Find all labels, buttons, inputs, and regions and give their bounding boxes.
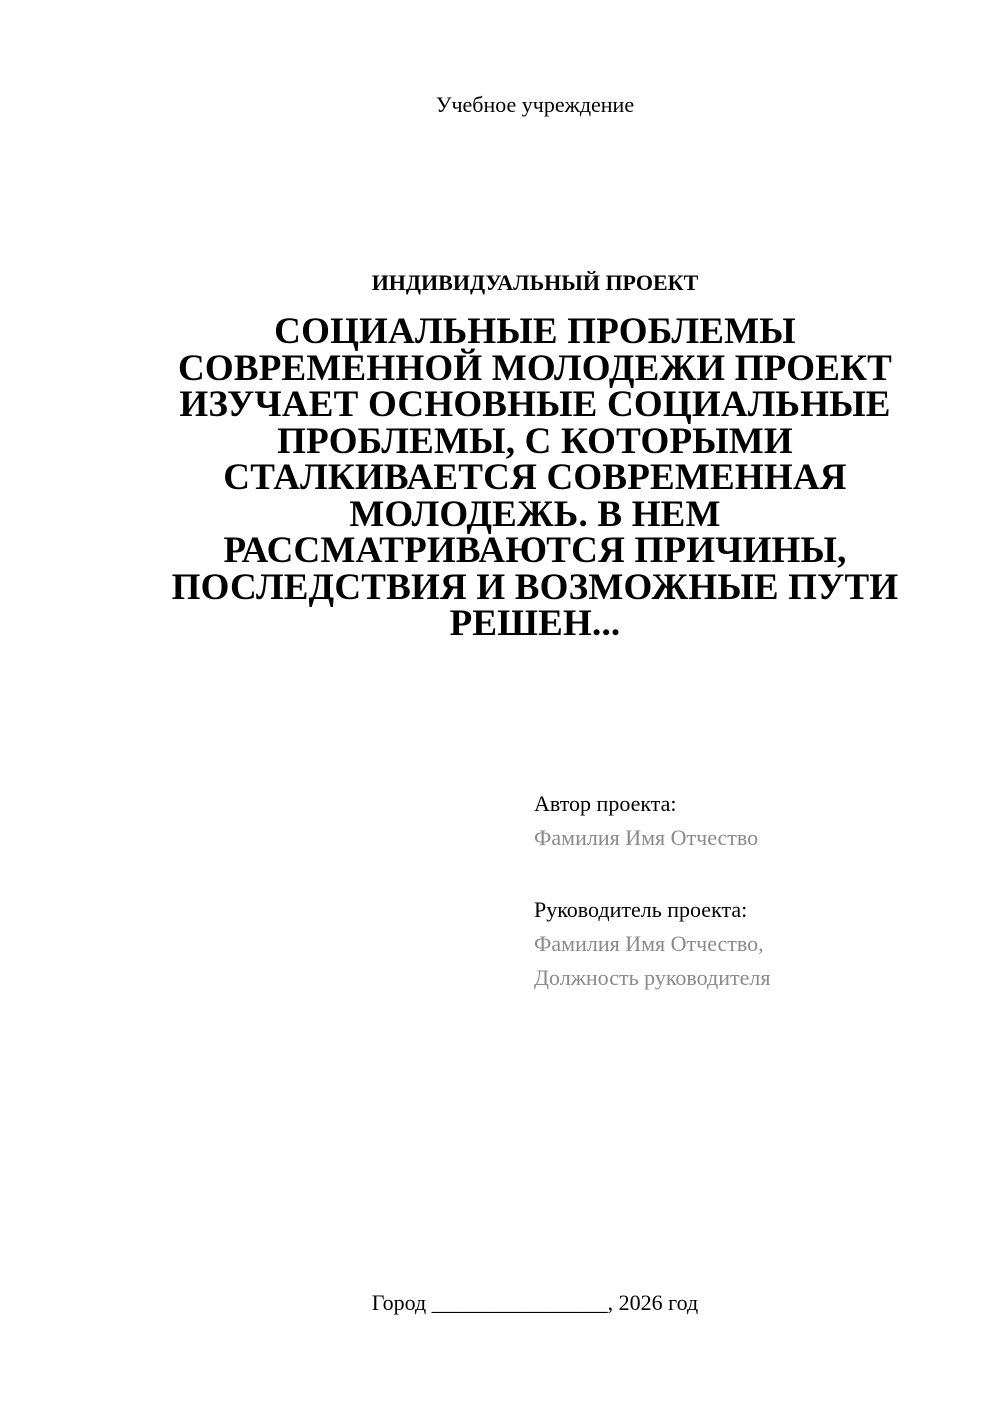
supervisor-label: Руководитель проекта: <box>534 897 748 922</box>
institution-name <box>35 90 1000 120</box>
supervisor-name: Фамилия Имя Отчество, <box>534 931 764 956</box>
project-title: СОЦИАЛЬНЫЕ ПРОБЛЕМЫ СОВРЕМЕННОЙ МОЛОДЕЖИ ПРОЕКТ ИЗУЧАЕТ ОСНОВНЫЕ СОЦИАЛЬНЫЕ ПРОБЛЕМЫ, С КОТОРЫМИ СТАЛКИВАЕТСЯ СОВРЕМЕННАЯ МОЛОДЕЖЬ. В НЕМ РАССМАТРИВАЮТСЯ ПРИЧИНЫ, ПОСЛЕДСТВИЯ И ВОЗМОЖНЫЕ ПУТИ РЕШЕН... <box>171 311 899 644</box>
authors-block <box>534 787 954 995</box>
institution-text: Учебное учреждение <box>435 92 635 117</box>
author-name: Фамилия Имя Отчество <box>534 825 759 850</box>
supervisor-position: Должность руководителя <box>534 965 771 990</box>
footer-city-year: Город ________________, 2026 год <box>371 1290 699 1315</box>
project-type: ИНДИВИДУАЛЬНЫЙ ПРОЕКТ <box>371 270 699 295</box>
author-label: Автор проекта: <box>534 791 677 816</box>
